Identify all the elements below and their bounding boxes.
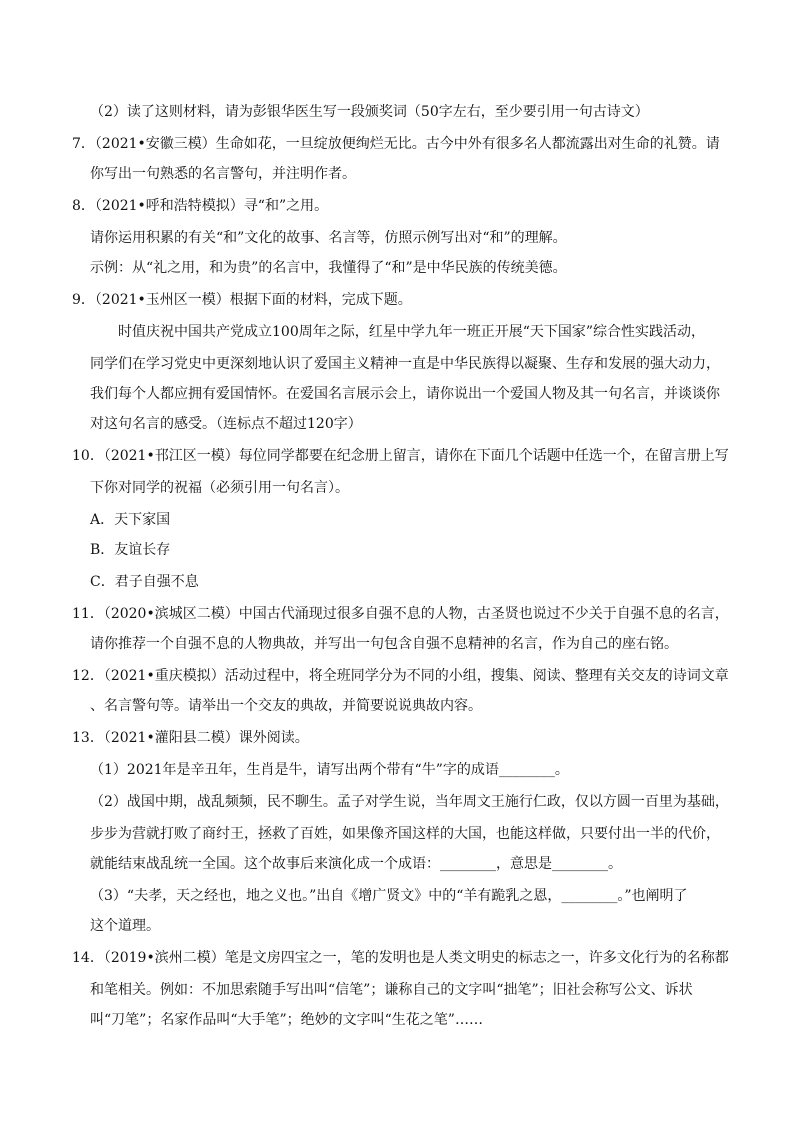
question-13-line-1: 13．（2021•灌阳县二模）课外阅读。 <box>72 730 309 746</box>
question-13-part-1: （1）2021年是辛丑年，生肖是牛，请写出两个带有“牛”字的成语________。 <box>90 762 569 778</box>
question-10-line-1: 10．（2021•邗江区一模）每位同学都要在纪念册上留言，请你在下面几个话题中任选一个，在留言册上写 <box>72 448 729 464</box>
question-9-line-1: 9．（2021•玉州区一模）根据下面的材料，完成下题。 <box>72 292 412 308</box>
question-14-line-2: 和笔相关。例如：不加思索随手写出叫“信笔”；谦称自己的文字叫“拙笔”；旧社会称写公文、诉状 <box>90 982 693 998</box>
question-13-part-2-line-1: （2）战国中期，战乱频频，民不聊生。孟子对学生说，当年周文王施行仁政，仅以方圆一百里为基础， <box>90 794 729 810</box>
question-13-part-3-line-1: （3）“夫孝，天之经也，地之义也。”出自《增广贤文》中的“羊有跪乳之恩，________。”也阐明了 <box>90 888 688 904</box>
question-13-part-2-line-2: 步步为营就打败了商纣王，拯救了百姓，如果像齐国这样的大国，也能这样做，只要付出一半的代价， <box>90 826 720 842</box>
question-9-material-1: 时值庆祝中国共产党成立100周年之际，红星中学九年一班正开展“天下国家”综合性实践活动， <box>118 324 706 340</box>
question-8-line-1: 8．（2021•呼和浩特模拟）寻“和”之用。 <box>72 198 329 214</box>
question-9-material-4: 对这句名言的感受。（连标点不超过120字） <box>90 416 362 432</box>
question-14-line-1: 14．（2019•滨州二模）笔是文房四宝之一，笔的发明也是人类文明史的标志之一，许多文化行为的名称都 <box>72 950 729 966</box>
question-14-line-3: 叫“刀笔”；名家作品叫“大手笔”；绝妙的文字叫“生花之笔”…… <box>90 1012 483 1028</box>
question-13-part-3-line-2: 这个道理。 <box>90 918 160 934</box>
question-10-option-c: C．君子自强不息 <box>90 574 199 590</box>
question-9-material-3: 我们每个人都应拥有爱国情怀。在爱国名言展示会上，请你说出一个爱国人物及其一句名言，并谈谈你 <box>90 386 720 402</box>
question-7-line-1: 7．（2021•安徽三模）生命如花，一旦绽放便绚烂无比。古今中外有很多名人都流露出对生命的礼赞。请 <box>72 136 720 152</box>
question-10-option-b: B．友谊长存 <box>90 542 171 558</box>
question-11-line-2: 请你推荐一个自强不息的人物典故，并写出一句包含自强不息精神的名言，作为自己的座右铭。 <box>90 636 678 652</box>
question-13-part-2-line-3: 就能结束战乱统一全国。这个故事后来演化成一个成语：________，意思是________。 <box>90 856 622 872</box>
question-10-option-a: A．天下家国 <box>90 512 171 528</box>
question-11-line-1: 11．（2020•滨城区二模）中国古代涌现过很多自强不息的人物，古圣贤也说过不少关于自强不息的名言， <box>72 606 729 622</box>
question-12-line-1: 12．（2021•重庆模拟）活动过程中，将全班同学分为不同的小组，搜集、阅读、整理有关交友的诗词文章 <box>72 668 729 684</box>
question-10-line-2: 下你对同学的祝福（必须引用一句名言）。 <box>90 480 349 496</box>
question-12-line-2: 、名言警句等。请举出一个交友的典故，并简要说说典故内容。 <box>90 698 482 714</box>
question-8-line-2: 请你运用积累的有关“和”文化的故事、名言等，仿照示例写出对“和”的理解。 <box>90 230 567 246</box>
question-7-line-2: 你写出一句熟悉的名言警句，并注明作者。 <box>90 166 356 182</box>
question-6-part-2: （2）读了这则材料，请为彭银华医生写一段颁奖词（50字左右，至少要引用一句古诗文） <box>90 104 649 120</box>
question-8-example: 示例：从“礼之用，和为贵”的名言中，我懂得了“和”是中华民族的传统美德。 <box>90 260 567 276</box>
question-9-material-2: 同学们在学习党史中更深刻地认识了爱国主义精神一直是中华民族得以凝聚、生存和发展的强大动力， <box>90 356 720 372</box>
